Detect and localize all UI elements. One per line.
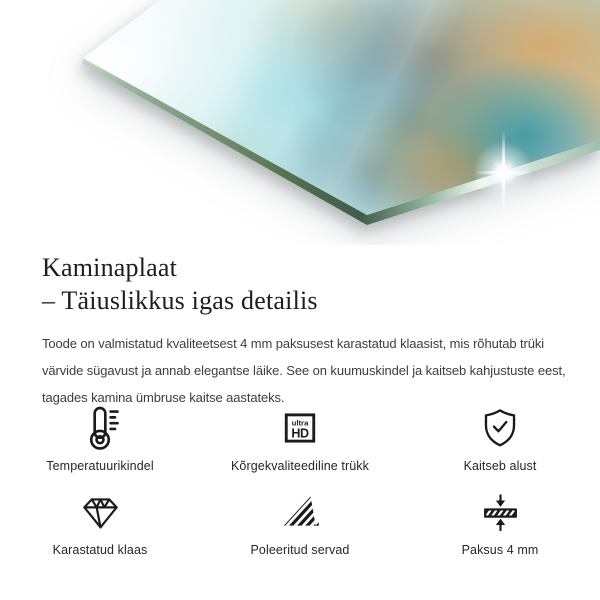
feature-tempered-glass xyxy=(0,486,200,570)
product-photo xyxy=(0,0,600,245)
polished-edges-icon xyxy=(280,486,320,538)
svg-text:HD: HD xyxy=(291,426,309,441)
product-description: Toode on valmistatud kvaliteetsest 4 mm paksusest karastatud klaasist, mis rõhutab trüki värvide sügavust ja annab elegantse läike. See on kuumuskindel ja kaitseb kahjustuste eest, tagades kamina ümbruse kaitse aastateks. xyxy=(42,336,566,405)
page-title-line2: – Täiuslikkus igas detailis xyxy=(42,286,318,316)
feature-protects-base xyxy=(400,402,600,486)
glass-panel xyxy=(0,0,600,245)
feature-label: Poleeritud servad xyxy=(250,543,350,557)
page-title-line1: Kaminaplaat xyxy=(42,253,178,283)
thermometer-icon xyxy=(75,402,125,454)
feature-print-quality xyxy=(200,402,400,486)
feature-polished-edges xyxy=(200,486,400,570)
feature-thickness xyxy=(400,486,600,570)
feature-label: Paksus 4 mm xyxy=(461,543,539,557)
feature-label: Kõrgekvaliteediline trükk xyxy=(231,459,369,473)
feature-temperature xyxy=(0,402,200,486)
shield-check-icon xyxy=(478,402,522,454)
feature-label: Temperatuurikindel xyxy=(46,459,154,473)
feature-label: Kaitseb alust xyxy=(463,459,537,473)
ultra-hd-icon xyxy=(280,402,320,454)
feature-label: Karastatud klaas xyxy=(52,543,148,557)
diamond-icon xyxy=(80,486,121,538)
page-title xyxy=(42,251,318,317)
features-grid xyxy=(0,402,600,570)
svg-text:ultra: ultra xyxy=(291,418,309,428)
thickness-icon xyxy=(480,486,521,538)
